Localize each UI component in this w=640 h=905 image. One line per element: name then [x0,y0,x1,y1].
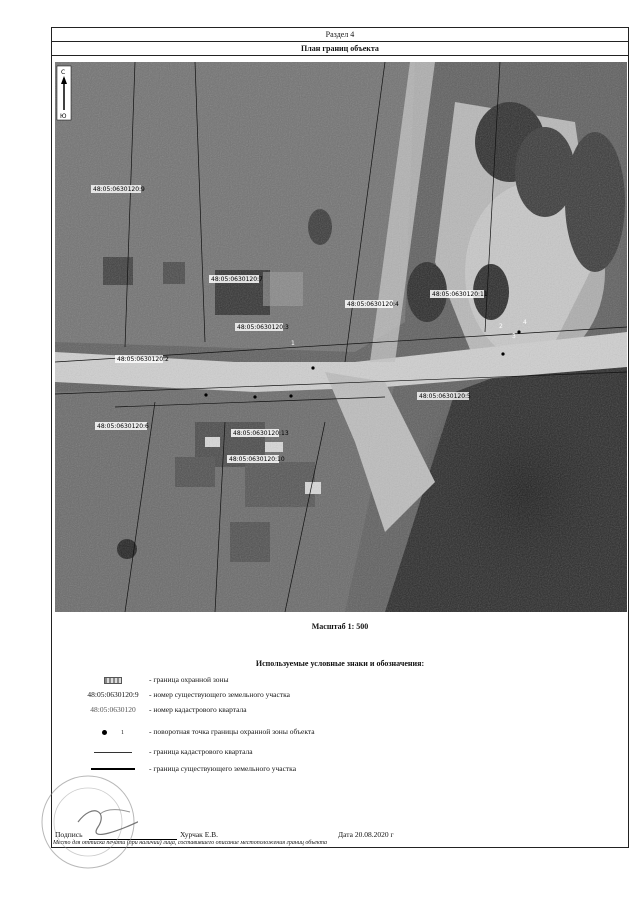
legend-item-quarter-boundary [52,745,628,759]
legend-symbol-quarter-number: 48:05:0630120 [90,705,136,714]
north-label: С [61,69,66,76]
parcel-label: 48:05:0630120:13 [233,430,289,437]
parcel-label: 48:05:0630120:10 [229,456,285,463]
legend-item-parcel-number [52,688,628,702]
stamp-footnote: Место для оттиска печати (при наличии) лица, составившего описание местоположения границ объекта [53,840,328,846]
plan-title: План границ объекта [52,42,628,56]
legend-item-zone-boundary [52,673,628,687]
turning-point-dot-icon [102,730,107,735]
parcel-label: 48:05:0630120:5 [419,393,471,400]
zone-point-label: 4 [523,319,527,326]
aerial-map[interactable] [55,62,627,612]
legend-text: - номер кадастрового квартала [149,705,247,714]
seal-stamp-icon [38,772,138,872]
map-canvas [55,62,627,612]
legend-text: - поворотная точка границы охранной зоны объекта [149,727,315,736]
legend-symbol-parcel-number: 48:05:0630120:9 [87,690,139,699]
signature-date: Дата 20.08.2020 г [338,830,394,839]
document-frame [51,27,629,848]
legend-title: Используемые условные знаки и обозначения: [255,659,425,668]
quarter-boundary-line-icon [94,752,132,753]
parcel-boundary-line-icon [91,768,135,770]
legend-text: - номер существующего земельного участка [149,690,290,699]
map-scale: Масштаб 1: 500 [311,622,369,631]
south-label: Ю [60,113,67,120]
parcel-label: 48:05:0630120:9 [93,186,145,193]
parcel-label: 48:05:0630120:4 [347,301,399,308]
zone-boundary-swatch-icon [104,677,122,684]
legend-item-quarter-number [52,703,628,717]
section-header: Раздел 4 [52,28,628,42]
zone-point-label: 3 [512,333,516,340]
signature-label: Подпись [55,830,83,839]
parcel-label: 48:05:0630120:7 [211,276,263,283]
zone-point-label: 2 [499,323,503,330]
legend-text: - граница существующего земельного участка [149,764,297,773]
parcel-label: 48:05:0630120:3 [237,324,289,331]
signatory-name: Хурчак Е.В. [180,830,219,839]
legend-item-turning-point: 1 - поворотная точка границы охранной зоны объекта [52,725,628,739]
parcel-label: 48:05:0630120:11 [432,291,488,298]
parcel-label: 48:05:0630120:6 [97,423,149,430]
parcel-label: 48:05:0630120:2 [117,356,169,363]
zone-point-label: 1 [291,340,295,347]
legend-text: - граница кадастрового квартала [149,747,253,756]
legend-text: - граница охранной зоны [149,675,229,684]
legend-item-parcel-boundary [52,762,628,776]
